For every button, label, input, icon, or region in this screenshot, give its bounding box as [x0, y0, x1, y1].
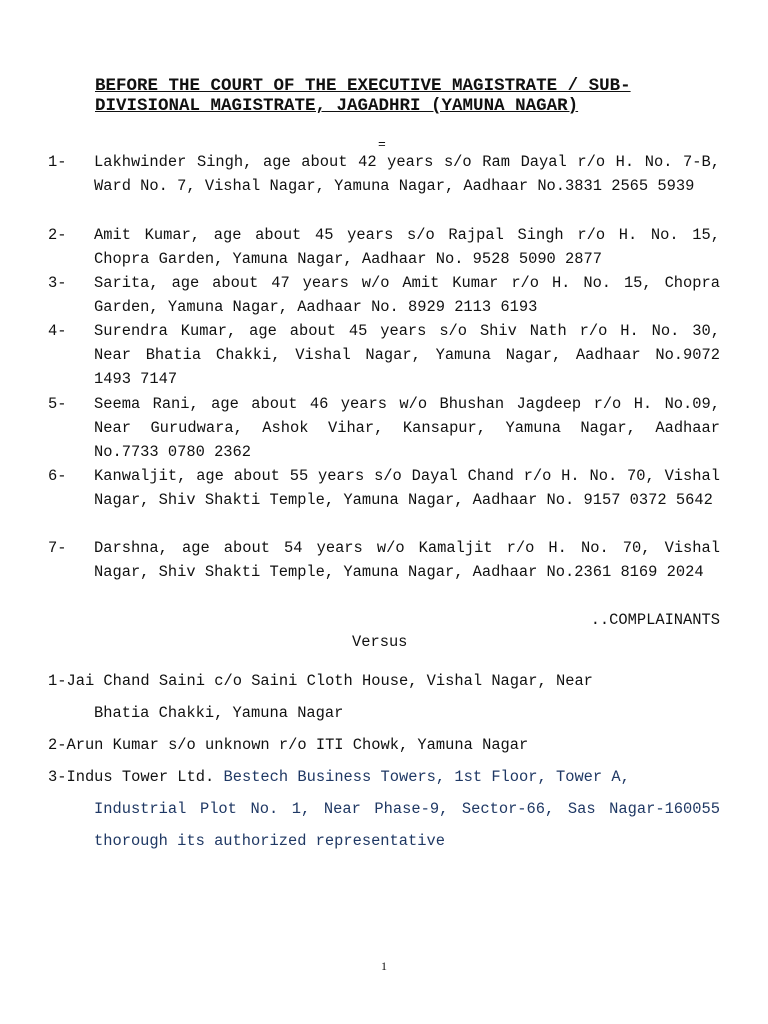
page-number: 1: [381, 959, 387, 973]
respondent-1: [48, 665, 720, 729]
complainant-number: 7-: [48, 539, 67, 557]
complainant-number: 5-: [48, 395, 67, 413]
versus-label: Versus: [352, 633, 408, 651]
respondent-address: Bestech Business Towers, 1st Floor, Tower A,: [223, 768, 630, 786]
complainant-4: [48, 319, 720, 391]
respondent-line-cont: Bhatia Chakki, Yamuna Nagar: [94, 704, 344, 722]
respondent-name: 3-Indus Tower Ltd.: [48, 768, 224, 786]
complainant-6: [48, 464, 720, 512]
complainant-details: Surendra Kumar, age about 45 years s/o Shiv Nath r/o H. No. 30, Near Bhatia Chakki, Vishal Nagar, Yamuna Nagar, Aadhaar No.9072 1493 7147: [94, 322, 720, 388]
respondent-3: [48, 761, 720, 857]
complainant-1: [48, 150, 720, 198]
respondent-line: 2-Arun Kumar s/o unknown r/o ITI Chowk, Yamuna Nagar: [48, 736, 529, 754]
complainant-details: Darshna, age about 54 years w/o Kamaljit r/o H. No. 70, Vishal Nagar, Shiv Shakti Temple, Yamuna Nagar, Aadhaar No.2361 8169 2024: [94, 539, 720, 581]
complainant-number: 4-: [48, 322, 67, 340]
complainant-number: 3-: [48, 274, 67, 292]
complainant-details: Seema Rani, age about 46 years w/o Bhushan Jagdeep r/o H. No.09, Near Gurudwara, Ashok Vihar, Kansapur, Yamuna Nagar, Aadhaar No.7733 0780 2362: [94, 395, 720, 461]
respondent-line: 1-Jai Chand Saini c/o Saini Cloth House, Vishal Nagar, Near: [48, 672, 593, 690]
complainant-details: Lakhwinder Singh, age about 42 years s/o Ram Dayal r/o H. No. 7-B, Ward No. 7, Vishal Nagar, Yamuna Nagar, Aadhaar No.3831 2565 5939: [94, 153, 720, 195]
respondent-line: [48, 761, 720, 793]
complainant-3: [48, 271, 720, 319]
court-heading: BEFORE THE COURT OF THE EXECUTIVE MAGISTRATE / SUB-DIVISIONAL MAGISTRATE, JAGADHRI (YAMUNA NAGAR): [95, 76, 631, 116]
complainant-details: Amit Kumar, age about 45 years s/o Rajpal Singh r/o H. No. 15, Chopra Garden, Yamuna Nagar, Aadhaar No. 9528 5090 2877: [94, 226, 720, 268]
complainant-number: 6-: [48, 467, 67, 485]
complainant-7: [48, 536, 720, 584]
complainant-number: 1-: [48, 153, 67, 171]
respondent-2: [48, 729, 720, 761]
complainant-number: 2-: [48, 226, 67, 244]
complainants-label: ..COMPLAINANTS: [590, 611, 720, 629]
complainant-5: [48, 392, 720, 464]
complainant-details: Kanwaljit, age about 55 years s/o Dayal Chand r/o H. No. 70, Vishal Nagar, Shiv Shakti Temple, Yamuna Nagar, Aadhaar No. 9157 0372 5642: [94, 467, 720, 509]
respondent-address-cont: Industrial Plot No. 1, Near Phase-9, Sector-66, Sas Nagar-160055 thorough its authorized representative: [94, 800, 720, 850]
complainant-details: Sarita, age about 47 years w/o Amit Kumar r/o H. No. 15, Chopra Garden, Yamuna Nagar, Aadhaar No. 8929 2113 6193: [94, 274, 720, 316]
separator-mark: =: [378, 137, 386, 152]
complainant-2: [48, 223, 720, 271]
